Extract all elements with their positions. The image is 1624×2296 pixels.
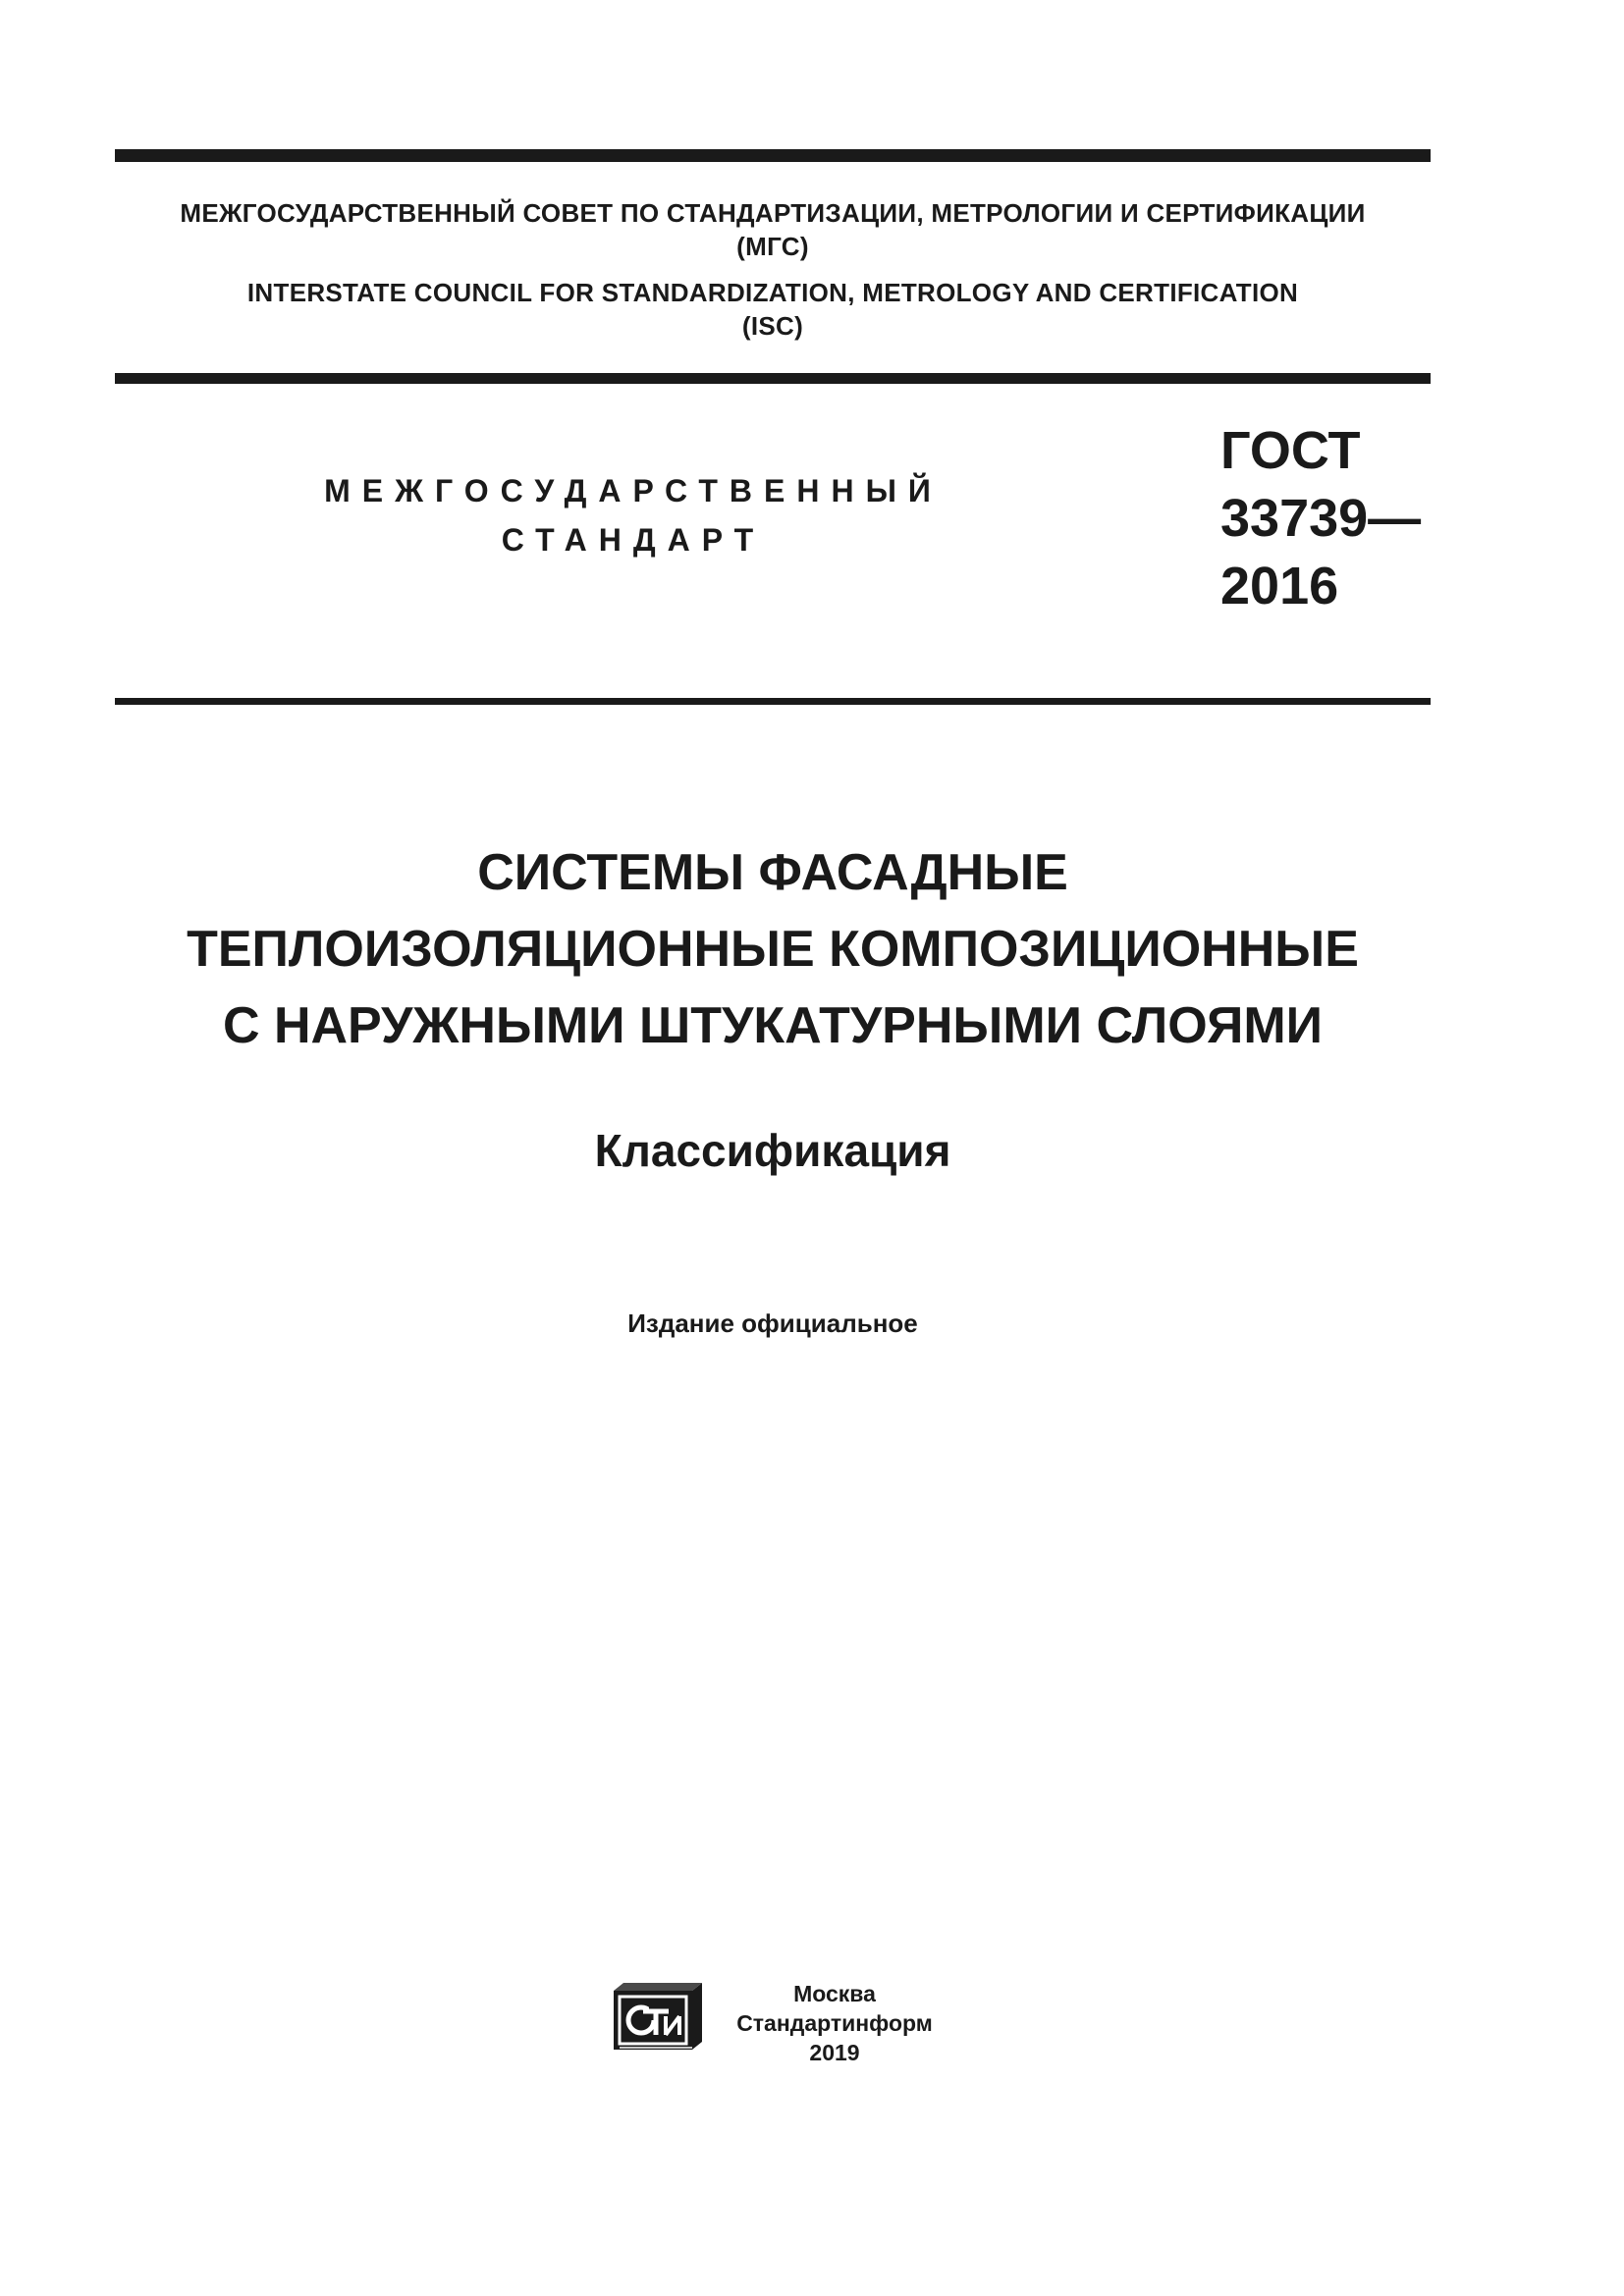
edition-note: Издание официальное bbox=[627, 1308, 918, 1338]
document-subtitle: Классификация bbox=[594, 1125, 951, 1176]
standard-number bbox=[1220, 417, 1421, 620]
publisher-info bbox=[717, 1979, 952, 2067]
publisher-name: Стандартинформ bbox=[736, 2010, 933, 2036]
standard-number-year: 2016 bbox=[1220, 557, 1339, 615]
standard-number-prefix: ГОСТ bbox=[1220, 421, 1361, 480]
publication-year: 2019 bbox=[809, 2040, 860, 2065]
publisher-city: Москва bbox=[793, 1981, 876, 2006]
document-title-line-2: ТЕПЛОИЗОЛЯЦИОННЫЕ КОМПОЗИЦИОННЫЕ bbox=[187, 921, 1359, 978]
standartinform-logo-icon bbox=[612, 1981, 704, 2054]
document-title-line-1: СИСТЕМЫ ФАСАДНЫЕ bbox=[477, 844, 1068, 901]
standard-type-line-2: СТАНДАРТ bbox=[501, 522, 766, 558]
document-title bbox=[115, 834, 1431, 1064]
council-abbr-en: (ISC) bbox=[741, 311, 804, 341]
council-abbr-ru: (МГС) bbox=[736, 232, 809, 261]
title-rule bbox=[115, 698, 1431, 705]
council-name-ru-line: МЕЖГОСУДАРСТВЕННЫЙ СОВЕТ ПО СТАНДАРТИЗАЦИИ, МЕТРОЛОГИИ И СЕРТИФИКАЦИИ bbox=[180, 198, 1366, 228]
top-rule bbox=[115, 149, 1431, 162]
council-name-english bbox=[115, 276, 1431, 343]
header-rule bbox=[115, 373, 1431, 384]
document-title-line-3: С НАРУЖНЫМИ ШТУКАТУРНЫМИ СЛОЯМИ bbox=[222, 997, 1324, 1054]
standard-number-code: 33739— bbox=[1220, 489, 1422, 548]
standard-type-label bbox=[295, 466, 972, 564]
standard-type-line-1: МЕЖГОСУДАРСТВЕННЫЙ bbox=[324, 473, 943, 508]
council-name-en-line: INTERSTATE COUNCIL FOR STANDARDIZATION, METROLOGY AND CERTIFICATION bbox=[246, 278, 1299, 307]
council-name-russian bbox=[115, 196, 1431, 263]
